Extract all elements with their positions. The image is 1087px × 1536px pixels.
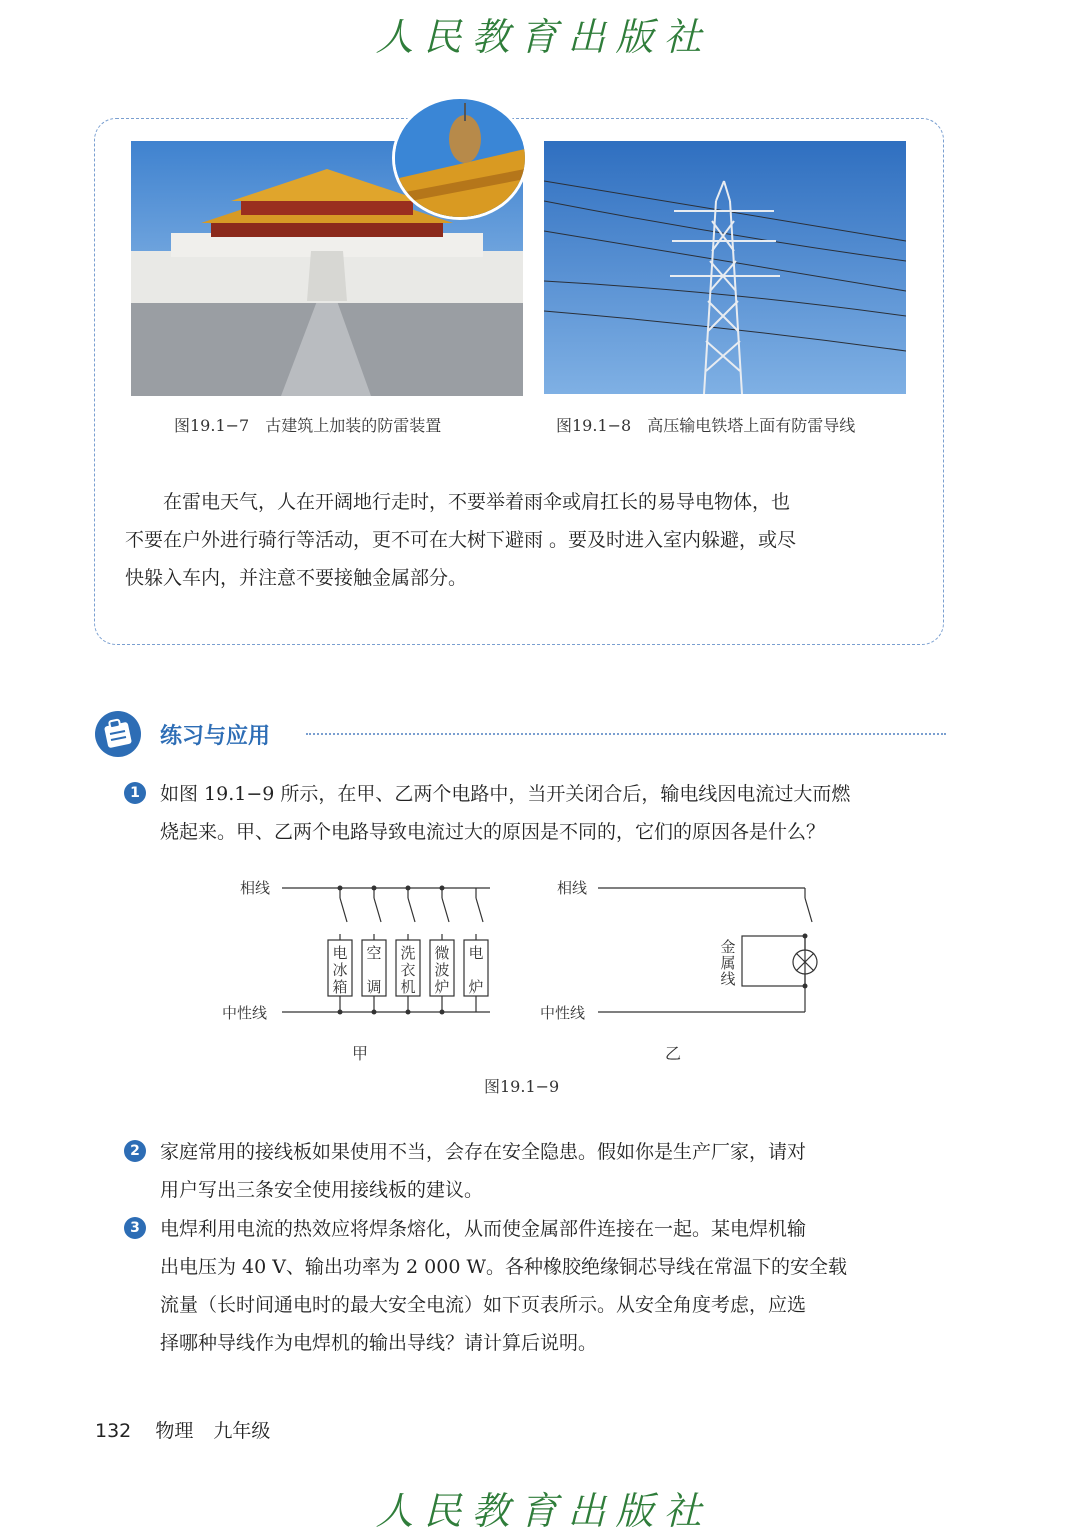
question-line: 择哪种导线作为电焊机的输出导线？请计算后说明。: [160, 1332, 598, 1354]
appliance-char: 衣: [400, 961, 416, 979]
appliance-char: 波: [434, 961, 450, 979]
question-line: 烧起来。甲、乙两个电路导致电流过大的原因是不同的，它们的原因各是什么？: [160, 821, 826, 843]
section-title: 练习与应用: [160, 724, 271, 749]
power-tower-photo: [544, 141, 906, 394]
section-divider: [306, 733, 946, 735]
publisher-watermark-top: 人民教育出版社: [375, 15, 712, 59]
appliance-char: 冰: [332, 961, 348, 979]
box-paragraph-line: 不要在户外进行骑行等活动，更不可在大树下避雨 。要及时进入室内躲避，或尽: [125, 529, 797, 551]
question-1: [160, 775, 930, 851]
live-wire-label-left: 相线: [240, 879, 271, 897]
appliance-char: 炉: [434, 978, 450, 996]
appliance-char: 洗: [400, 944, 416, 962]
appliance-char: 机: [400, 978, 416, 996]
appliance-char: 调: [366, 978, 382, 996]
question-number-2: 2: [124, 1140, 146, 1162]
neutral-wire-label-left: 中性线: [222, 1004, 268, 1022]
question-line: 流量（长时间通电时的最大安全电流）如下页表所示。从安全角度考虑，应选: [160, 1294, 807, 1316]
metal-wire-char: 线: [720, 970, 736, 988]
appliance-char: 微: [434, 944, 450, 962]
grade-name: 九年级: [213, 1420, 271, 1442]
roof-ornament-inset: [392, 96, 528, 220]
question-line: 出电压为 40 V、输出功率为 2 000 W。各种橡胶绝缘铜芯导线在常温下的安全载: [160, 1256, 847, 1278]
question-line: 如图 19.1−9 所示，在甲、乙两个电路中，当开关闭合后，输电线因电流过大而燃: [160, 783, 851, 805]
page-number: 132: [95, 1420, 132, 1442]
circuit-diagram: [210, 868, 850, 1098]
circuit-label-yi: 乙: [664, 1044, 682, 1063]
figure-caption-19-1-7: 图19.1−7 古建筑上加装的防雷装置: [174, 416, 442, 435]
publisher-watermark-bottom: 人民教育出版社: [375, 1489, 712, 1533]
exercise-clipboard-icon: [94, 710, 142, 758]
box-paragraph: [125, 483, 925, 597]
appliance-char: 空: [366, 944, 382, 962]
question-line: 电焊利用电流的热效应将焊条熔化，从而使金属部件连接在一起。某电焊机输: [160, 1218, 807, 1240]
subject-name: 物理: [155, 1420, 194, 1442]
appliance-char: 炉: [468, 978, 484, 996]
question-number-1: 1: [124, 782, 146, 804]
box-paragraph-line: 快躲入车内，并注意不要接触金属部分。: [125, 567, 468, 589]
question-number-3: 3: [124, 1217, 146, 1239]
box-paragraph-line: 在雷电天气，人在开阔地行走时，不要举着雨伞或肩扛长的易导电物体，也: [163, 491, 791, 513]
question-3: [160, 1210, 930, 1362]
appliance-char: 箱: [332, 978, 348, 996]
figure-caption-19-1-9: 图19.1−9: [484, 1077, 560, 1096]
metal-wire-char: 属: [720, 954, 736, 972]
metal-wire-char: 金: [720, 938, 736, 956]
page-footer: [95, 1416, 270, 1443]
circuit-label-jia: 甲: [351, 1044, 369, 1063]
question-2: [160, 1133, 930, 1209]
neutral-wire-label-right: 中性线: [540, 1004, 586, 1022]
figure-caption-19-1-8: 图19.1−8 高压输电铁塔上面有防雷导线: [556, 416, 856, 435]
question-line: 用户写出三条安全使用接线板的建议。: [160, 1179, 484, 1201]
live-wire-label-right: 相线: [557, 879, 588, 897]
question-line: 家庭常用的接线板如果使用不当，会存在安全隐患。假如你是生产厂家，请对: [160, 1141, 807, 1163]
appliance-char: 电: [332, 944, 348, 962]
appliance-char: 电: [468, 944, 484, 962]
